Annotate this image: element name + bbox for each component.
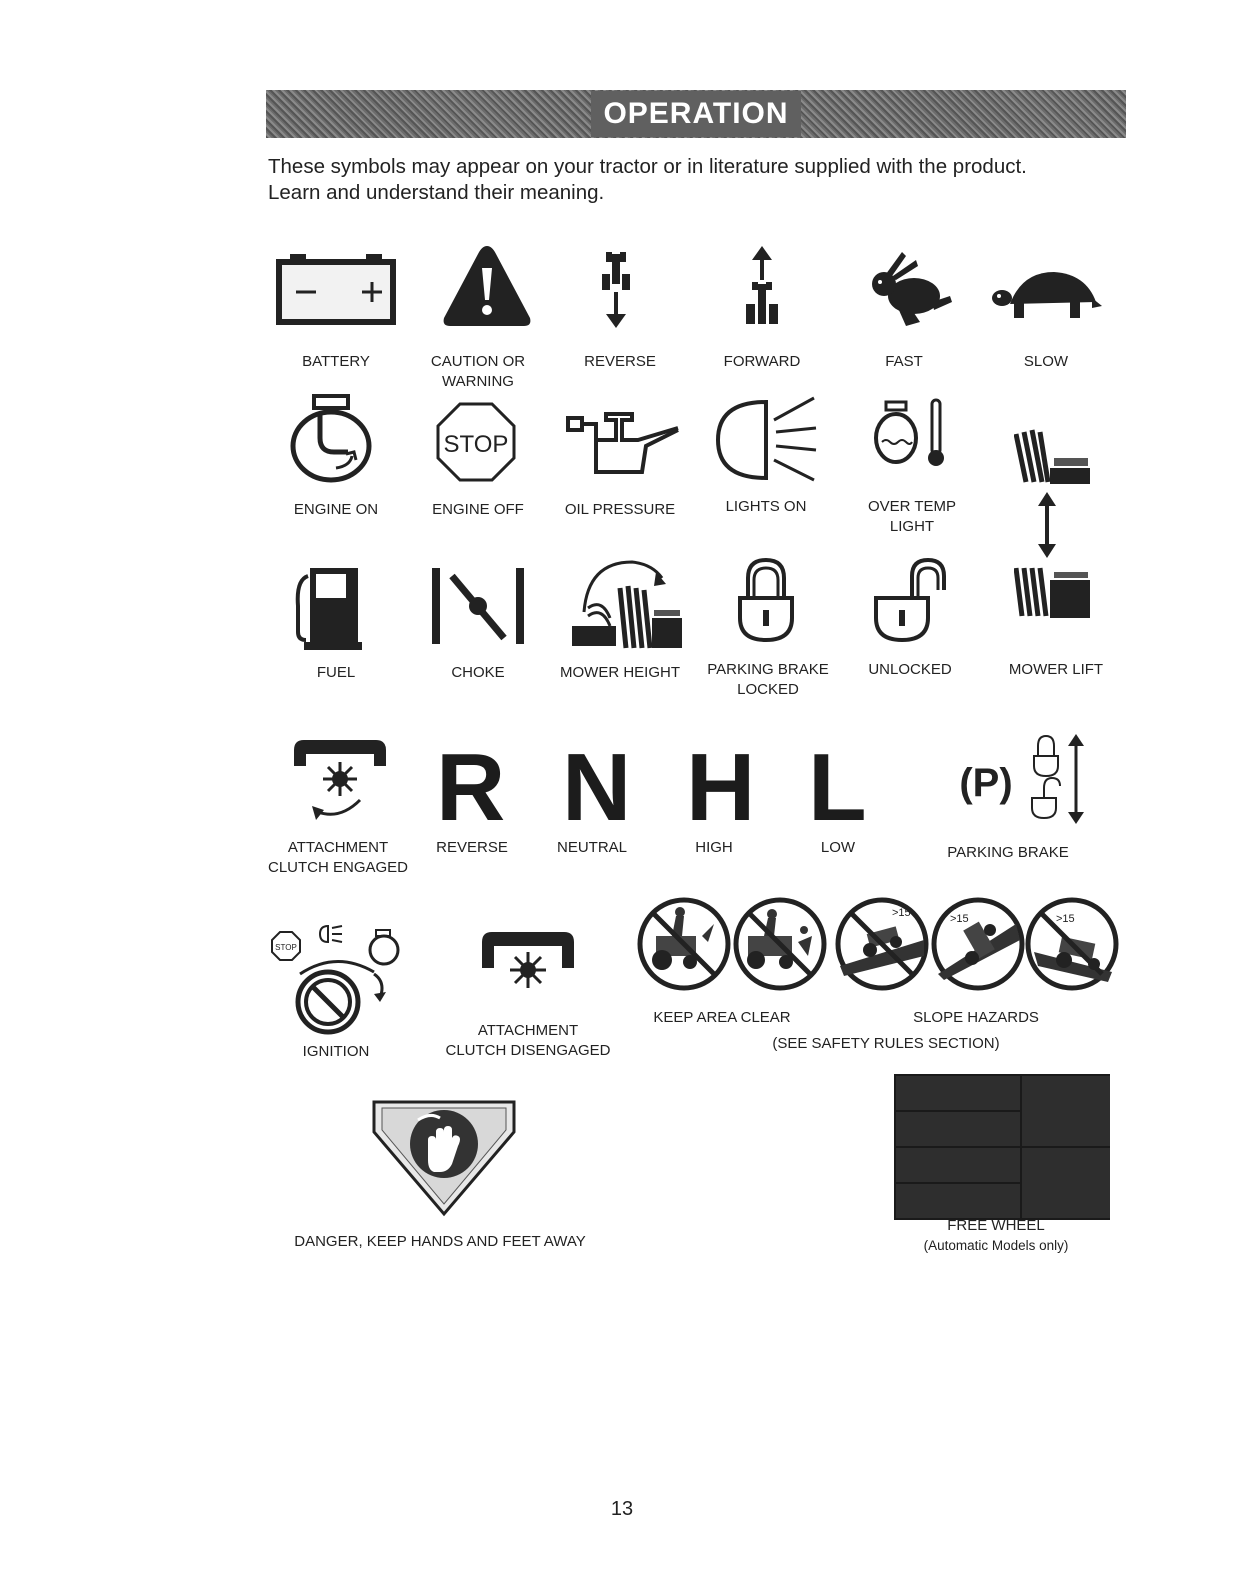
danger-hand-icon (370, 1098, 518, 1218)
attachment-engaged-caption (268, 838, 408, 878)
caution-label-line1: CAUTION OR (430, 353, 526, 370)
danger-caption (294, 1232, 585, 1252)
oil-can-icon (566, 410, 684, 476)
attachment-disengaged-label-line2: CLUTCH DISENGAGED (445, 1042, 611, 1059)
mower-up-icon (1014, 428, 1092, 484)
danger-label: DANGER, KEEP HANDS AND FEET AWAY (294, 1233, 586, 1250)
parking-brake-label-line2: LOCKED (737, 681, 799, 698)
high-caption (695, 838, 733, 858)
slope-hazard-icon-2 (930, 896, 1026, 992)
slope-label-1: >15 (892, 907, 911, 919)
engine-off-caption (432, 500, 524, 520)
see-safety-label: (SEE SAFETY RULES SECTION) (772, 1035, 1000, 1052)
keep-area-clear-label: KEEP AREA CLEAR (653, 1009, 791, 1026)
oil-pressure-caption (565, 500, 675, 520)
ignition-stop-text: STOP (275, 943, 297, 952)
free-wheel-label: FREE WHEEL (947, 1217, 1045, 1234)
reverse-label: REVERSE (584, 353, 656, 370)
fuel-caption (317, 663, 355, 683)
choke-label: CHOKE (451, 664, 505, 681)
see-safety-caption (772, 1034, 999, 1054)
neutral-label: NEUTRAL (556, 839, 628, 856)
free-wheel-cell-3 (896, 1112, 1020, 1146)
forward-tractor-icon (742, 244, 782, 328)
padlock-unlocked-icon (872, 556, 952, 642)
choke-icon (430, 566, 526, 646)
attachment-disengaged-caption (445, 1021, 610, 1061)
free-wheel-cell-6 (896, 1184, 1020, 1218)
caution-caption (431, 352, 525, 392)
free-wheel-cell-4 (896, 1148, 1020, 1182)
engine-on-caption (294, 500, 378, 520)
parking-brake-label: PARKING BRAKE (947, 844, 1069, 861)
engine-off-label: ENGINE OFF (432, 501, 524, 518)
intro-line-1: These symbols may appear on your tractor or in literature supplied with the product. (268, 155, 1027, 178)
free-wheel-caption (924, 1216, 1069, 1256)
padlock-locked-icon (736, 556, 796, 642)
ignition-caption (303, 1042, 370, 1062)
low-caption (821, 838, 855, 858)
engine-on-label: ENGINE ON (293, 501, 379, 518)
battery-caption (302, 352, 370, 372)
fast-caption (885, 352, 923, 372)
fuel-pump-icon (294, 566, 364, 650)
parking-p-symbol: (P) (959, 761, 1013, 805)
forward-caption (724, 352, 801, 372)
engine-on-icon (286, 392, 376, 488)
keep-area-clear-caption (653, 1008, 790, 1028)
choke-caption (451, 663, 504, 683)
intro-line-2: Learn and understand their meaning. (268, 181, 605, 204)
attachment-disengaged-label-line1: ATTACHMENT (477, 1022, 579, 1039)
parking-brake-locked-caption (707, 660, 828, 700)
reverse-caption (584, 352, 656, 372)
caution-label-line2: WARNING (442, 373, 514, 390)
attachment-engaged-label-line2: CLUTCH ENGAGED (267, 859, 409, 876)
over-temp-label-line1: OVER TEMP (867, 498, 957, 515)
forward-label: FORWARD (723, 353, 801, 370)
lights-on-caption (726, 497, 807, 517)
over-temp-caption (868, 497, 956, 537)
attachment-engaged-icon (290, 736, 390, 826)
over-temp-label-line2: LIGHT (889, 518, 935, 535)
lights-on-label: LIGHTS ON (725, 498, 807, 515)
slope-label-3: >15 (1056, 913, 1075, 925)
turtle-icon (992, 268, 1102, 326)
neutral-caption (557, 838, 627, 858)
slow-label: SLOW (1023, 353, 1069, 370)
free-wheel-note: (Automatic Models only) (923, 1238, 1069, 1253)
fuel-label: FUEL (316, 664, 356, 681)
section-title: OPERATION (591, 91, 800, 137)
battery-label: BATTERY (302, 353, 370, 370)
double-arrow-icon (1036, 492, 1058, 558)
mower-height-caption (560, 663, 680, 683)
free-wheel-cell-1 (896, 1076, 1020, 1110)
free-wheel-cell-5 (1022, 1148, 1110, 1218)
slope-hazards-label: SLOPE HAZARDS (913, 1009, 1039, 1026)
slope-hazard-icon-3 (1024, 896, 1120, 992)
page-number: 13 (610, 1498, 634, 1520)
headlight-icon (716, 392, 820, 486)
ignition-label: IGNITION (302, 1043, 370, 1060)
reverse-gear-caption (436, 838, 508, 858)
parking-brake-label-line1: PARKING BRAKE (707, 661, 829, 678)
stop-sign-text: STOP (443, 431, 509, 458)
keep-clear-icon-2 (732, 896, 828, 992)
mower-height-icon (568, 558, 686, 650)
attachment-engaged-label-line1: ATTACHMENT (287, 839, 389, 856)
slope-hazards-caption (913, 1008, 1039, 1028)
attachment-disengaged-icon (478, 928, 578, 992)
mower-down-icon (1014, 566, 1092, 618)
free-wheel-panel (894, 1074, 1110, 1220)
rabbit-icon (862, 250, 954, 330)
slope-label-2: >15 (950, 913, 969, 925)
intro-text (268, 154, 1138, 206)
slow-caption (1024, 352, 1068, 372)
reverse-letter: R (436, 734, 506, 841)
mower-lift-label: MOWER LIFT (1008, 661, 1104, 678)
stop-sign-icon (436, 402, 516, 482)
unlocked-caption (868, 660, 951, 680)
reverse-gear-label: REVERSE (436, 839, 508, 856)
mower-lift-caption (1009, 660, 1103, 680)
parking-brake-symbol-icon (940, 732, 1090, 826)
section-banner (266, 90, 1126, 138)
battery-icon (276, 254, 396, 326)
oil-pressure-label: OIL PRESSURE (564, 501, 676, 518)
fast-label: FAST (885, 353, 923, 370)
mower-height-label: MOWER HEIGHT (560, 664, 680, 681)
over-temp-icon (874, 398, 954, 470)
keep-clear-icon-1 (636, 896, 732, 992)
low-letter: L (808, 734, 867, 841)
reverse-tractor-icon (596, 250, 636, 330)
warning-triangle-icon (442, 244, 532, 328)
high-letter: H (686, 734, 756, 841)
high-label: HIGH (695, 839, 733, 856)
neutral-letter: N (562, 734, 632, 841)
ignition-icon (270, 920, 410, 1038)
low-label: LOW (820, 839, 856, 856)
unlocked-label: UNLOCKED (868, 661, 952, 678)
parking-brake-caption (947, 843, 1068, 863)
free-wheel-cell-2 (1022, 1076, 1110, 1146)
slope-hazard-icon-1 (834, 896, 930, 992)
